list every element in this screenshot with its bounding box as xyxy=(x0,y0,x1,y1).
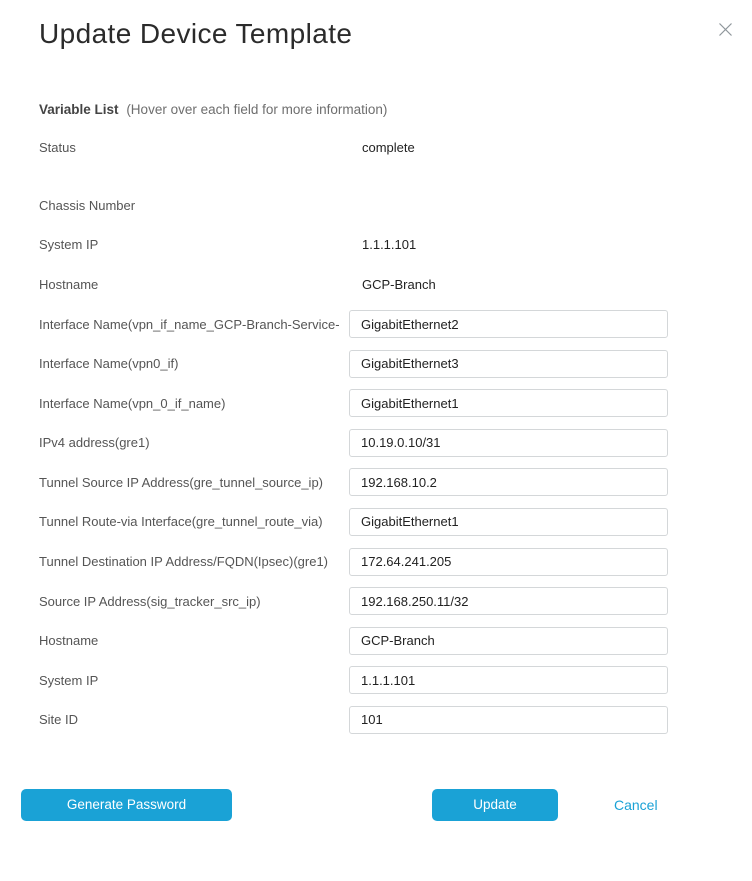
field-label: Site ID xyxy=(39,712,79,728)
field-row xyxy=(39,429,752,457)
variable-list-hint: (Hover over each field for more information) xyxy=(126,102,388,117)
field-input[interactable] xyxy=(349,429,668,457)
page-title: Update Device Template xyxy=(39,18,353,49)
field-input[interactable] xyxy=(349,310,668,338)
input-field-list xyxy=(0,310,752,734)
field-label: Interface Name(vpn0_if) xyxy=(39,356,179,372)
field-label: IPv4 address(gre1) xyxy=(39,435,150,451)
field-row xyxy=(39,627,752,655)
field-label: Tunnel Route-via Interface(gre_tunnel_route_via) xyxy=(39,514,323,530)
field-label: Hostname xyxy=(39,277,99,292)
static-field-list xyxy=(0,140,752,293)
field-label: Tunnel Destination IP Address/FQDN(Ipsec)(gre1) xyxy=(39,554,329,570)
field-label: Interface Name(vpn_if_name_GCP-Branch-Service- xyxy=(39,316,340,332)
field-value: complete xyxy=(362,140,415,155)
close-button[interactable] xyxy=(716,22,734,40)
field-label: Chassis Number xyxy=(39,198,136,213)
field-input[interactable] xyxy=(349,627,668,655)
field-input[interactable] xyxy=(349,587,668,615)
field-input[interactable] xyxy=(349,389,668,417)
update-button[interactable]: Update xyxy=(432,789,558,821)
field-input[interactable] xyxy=(349,350,668,378)
field-row xyxy=(39,389,752,417)
field-label: System IP xyxy=(39,672,99,688)
field-row xyxy=(39,350,752,378)
field-value: GCP-Branch xyxy=(362,277,436,292)
update-device-template-dialog xyxy=(0,16,752,821)
field-row xyxy=(39,310,752,338)
field-label: System IP xyxy=(39,237,99,252)
field-label: Hostname xyxy=(39,633,99,649)
field-row xyxy=(39,587,752,615)
field-row xyxy=(39,140,752,156)
variable-list-heading: Variable List xyxy=(39,102,119,117)
field-value: 1.1.1.101 xyxy=(362,237,417,252)
field-row xyxy=(39,706,752,734)
field-input[interactable] xyxy=(349,508,668,536)
variable-list-header xyxy=(39,102,752,118)
field-input[interactable] xyxy=(349,548,668,576)
close-icon xyxy=(718,22,733,40)
field-label: Status xyxy=(39,140,76,155)
dialog-footer xyxy=(21,789,752,821)
field-label: Interface Name(vpn_0_if_name) xyxy=(39,395,226,411)
field-row xyxy=(39,277,752,293)
field-label: Tunnel Source IP Address(gre_tunnel_source_ip) xyxy=(39,474,324,490)
field-input[interactable] xyxy=(349,468,668,496)
field-row xyxy=(39,666,752,694)
field-row xyxy=(39,468,752,496)
field-input[interactable] xyxy=(349,666,668,694)
field-row xyxy=(39,198,752,214)
cancel-button[interactable]: Cancel xyxy=(614,796,658,813)
field-label: Source IP Address(sig_tracker_src_ip) xyxy=(39,593,261,609)
generate-password-button[interactable]: Generate Password xyxy=(21,789,232,821)
field-row xyxy=(39,237,752,253)
field-row xyxy=(39,508,752,536)
field-row xyxy=(39,548,752,576)
field-input[interactable] xyxy=(349,706,668,734)
